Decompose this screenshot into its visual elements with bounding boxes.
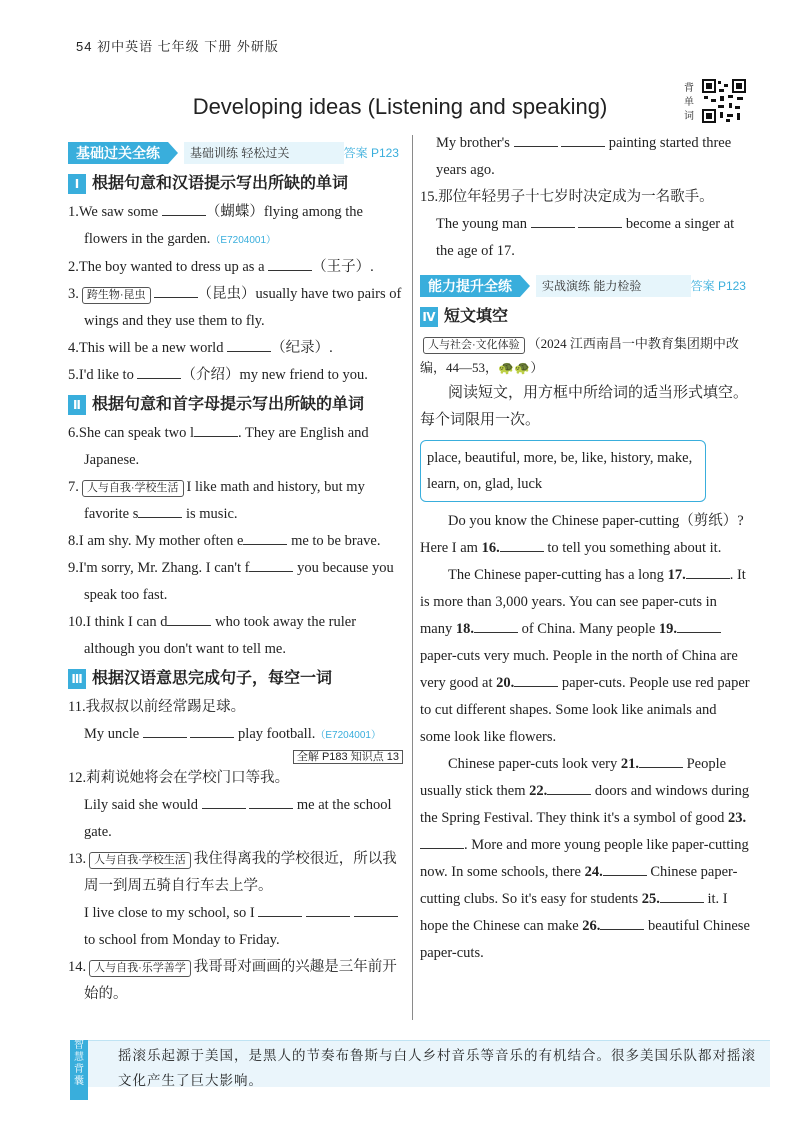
roman-numeral: Ⅰ <box>68 174 86 194</box>
answer-blank[interactable] <box>420 834 464 849</box>
section-heading-2 <box>68 391 403 418</box>
bar-title: 基础过关全练 <box>68 142 168 164</box>
answer-blank[interactable] <box>190 723 234 738</box>
answer-blank[interactable] <box>268 256 312 271</box>
answer-blank[interactable] <box>474 618 518 633</box>
passage-paragraph-3: Chinese paper-cuts look very 21. People usually stick them 22. doors and windows during the Spring Festival. They think it's a symbol of good 23.. More and more young people like paper-cutting now. In some schools, there 24. Chinese paper-cutting clubs. So it's easy for students 25. it. I hope the Chinese can make 26. beautiful Chinese paper-cuts. <box>420 751 750 967</box>
question-15-sentence: The young man become a singer at the age of 17. <box>420 211 750 265</box>
answer-blank[interactable] <box>137 364 181 379</box>
question-5: 5.I'd like to （介绍）my new friend to you. <box>68 362 403 389</box>
answer-ref: 答案 P123 <box>343 145 399 160</box>
question-8: 8.I am shy. My mother often e me to be brave. <box>68 528 403 555</box>
answer-blank[interactable] <box>547 780 591 795</box>
bar-title: 能力提升全练 <box>420 275 520 297</box>
answer-blank[interactable] <box>154 283 198 298</box>
answer-blank[interactable] <box>660 888 704 903</box>
passage-paragraph-2: The Chinese paper-cutting has a long 17. . It is more than 3,000 years. You can see paper-cuts in many 18. of China. Many people 19. paper-cuts very much. People in the north of China are very good at 20. paper-cuts. People use red paper to cut different shapes. Some look like animals and some look like flowers. <box>420 562 750 751</box>
answer-blank[interactable] <box>202 794 246 809</box>
page-title: Developing ideas (Listening and speaking) <box>192 94 608 119</box>
question-1: 1.We saw some （蝴蝶）flying among the flowers in the garden.（E7204001） <box>68 199 403 254</box>
answer-blank[interactable] <box>162 201 206 216</box>
topic-tag: 人与自我·乐学善学 <box>89 960 191 977</box>
word-box: place, beautiful, more, be, like, history, make, learn, on, glad, luck <box>420 440 706 502</box>
answer-blank[interactable] <box>514 672 558 687</box>
column-divider <box>412 135 413 1020</box>
question-12-sentence: Lily said she would me at the school gate. <box>68 792 403 846</box>
question-3: 3. 跨生物·昆虫 （昆虫）usually have two pairs of wings and they use them to fly. <box>68 281 403 335</box>
passage-instruction: 阅读短文，用方框中所给词的适当形式填空。每个词限用一次。 <box>420 385 749 428</box>
section-heading-3 <box>68 665 403 692</box>
page-header: 54 初中英语 七年级 下册 外研版 <box>76 39 279 54</box>
passage-source: 人与社会·文化体验 （2024 江西南昌一中教育集团期中改编，44—53，🐢🐢） <box>420 336 739 375</box>
answer-blank[interactable] <box>194 422 238 437</box>
answer-blank[interactable] <box>500 537 544 552</box>
section-title: 根据句意和首字母提示写出所缺的单词 <box>92 396 365 413</box>
topic-tag: 跨生物·昆虫 <box>82 287 151 304</box>
answer-blank[interactable] <box>249 557 293 572</box>
answer-blank[interactable] <box>531 213 575 228</box>
answer-blank[interactable] <box>138 503 182 518</box>
answer-blank[interactable] <box>686 564 730 579</box>
answer-blank[interactable] <box>354 902 398 917</box>
section-title: 根据汉语意思完成句子，每空一词 <box>92 670 333 687</box>
question-14: 14. 人与自我·乐学善学 我哥哥对画画的兴趣是三年前开始的。 <box>68 959 397 1002</box>
section-heading-4 <box>420 303 750 330</box>
section-bar-basic <box>68 142 403 164</box>
tip-text: 摇滚乐起源于美国，是黑人的节奏布鲁斯与白人乡村音乐等音乐的有机结合。很多美国乐队都对摇滚文化产生了巨大影响。 <box>118 1048 756 1088</box>
question-10: 10.I think I can d who took away the ruler although you don't want to tell me. <box>68 609 403 663</box>
answer-blank[interactable] <box>167 611 211 626</box>
roman-numeral: Ⅳ <box>420 307 438 327</box>
roman-numeral: Ⅲ <box>68 669 86 689</box>
section-title: 短文填空 <box>444 308 509 325</box>
question-2: 2.The boy wanted to dress up as a （王子）. <box>68 254 403 281</box>
answer-blank[interactable] <box>578 213 622 228</box>
bar-subtitle: 实战演练 能力检验 <box>536 275 691 297</box>
qr-label: 背单词 <box>684 83 694 122</box>
answer-blank[interactable] <box>600 915 644 930</box>
topic-tag: 人与社会·文化体验 <box>423 337 525 354</box>
answer-blank[interactable] <box>677 618 721 633</box>
question-14-sentence: My brother's painting started three years ago. <box>420 130 750 184</box>
answer-blank[interactable] <box>258 902 302 917</box>
tip-side-label: 智慧背囊 <box>70 1040 88 1100</box>
topic-tag: 人与自我·学校生活 <box>82 480 184 497</box>
answer-blank[interactable] <box>249 794 293 809</box>
question-12: 12.莉莉说她将会在学校门口等我。 <box>68 770 290 786</box>
answer-blank[interactable] <box>561 132 605 147</box>
knowledge-point-ref: 全解 P183 知识点 13 <box>68 749 403 765</box>
question-13: 13. 人与自我·学校生活 我住得离我的学校很近，所以我周一到周五骑自行车去上学。 <box>68 851 397 894</box>
right-column <box>420 130 750 967</box>
left-column <box>68 140 403 1008</box>
answer-blank[interactable] <box>306 902 350 917</box>
topic-tag: 人与自我·学校生活 <box>89 852 191 869</box>
qr-code-icon[interactable] <box>702 79 746 123</box>
answer-blank[interactable] <box>227 337 271 352</box>
answer-ref: 答案 P123 <box>690 278 746 293</box>
question-11-sentence: My uncle play football.（E7204001） <box>68 721 403 749</box>
section-bar-advanced <box>420 275 750 297</box>
question-6: 6.She can speak two l . They are English and Japanese. <box>68 420 403 474</box>
answer-blank[interactable] <box>143 723 187 738</box>
answer-blank[interactable] <box>639 753 683 768</box>
question-15: 15.那位年轻男子十七岁时决定成为一名歌手。 <box>420 189 714 205</box>
passage-paragraph-1: Do you know the Chinese paper-cutting（剪纸）? Here I am 16. to tell you something about it. <box>420 513 744 556</box>
question-4: 4.This will be a new world （纪录）. <box>68 335 403 362</box>
question-13-sentence: I live close to my school, so I to school from Monday to Friday. <box>68 900 403 954</box>
answer-blank[interactable] <box>243 530 287 545</box>
section-title: 根据句意和汉语提示写出所缺的单词 <box>92 175 349 192</box>
section-heading-1 <box>68 170 403 197</box>
question-7: 7. 人与自我·学校生活 I like math and history, but my favorite s is music. <box>68 479 365 522</box>
bar-subtitle: 基础训练 轻松过关 <box>184 142 344 164</box>
roman-numeral: Ⅱ <box>68 395 86 415</box>
answer-blank[interactable] <box>514 132 558 147</box>
question-9: 9.I'm sorry, Mr. Zhang. I can't f you because you speak too fast. <box>68 555 403 609</box>
answer-blank[interactable] <box>603 861 647 876</box>
question-11: 11.我叔叔以前经常踢足球。 <box>68 699 246 715</box>
